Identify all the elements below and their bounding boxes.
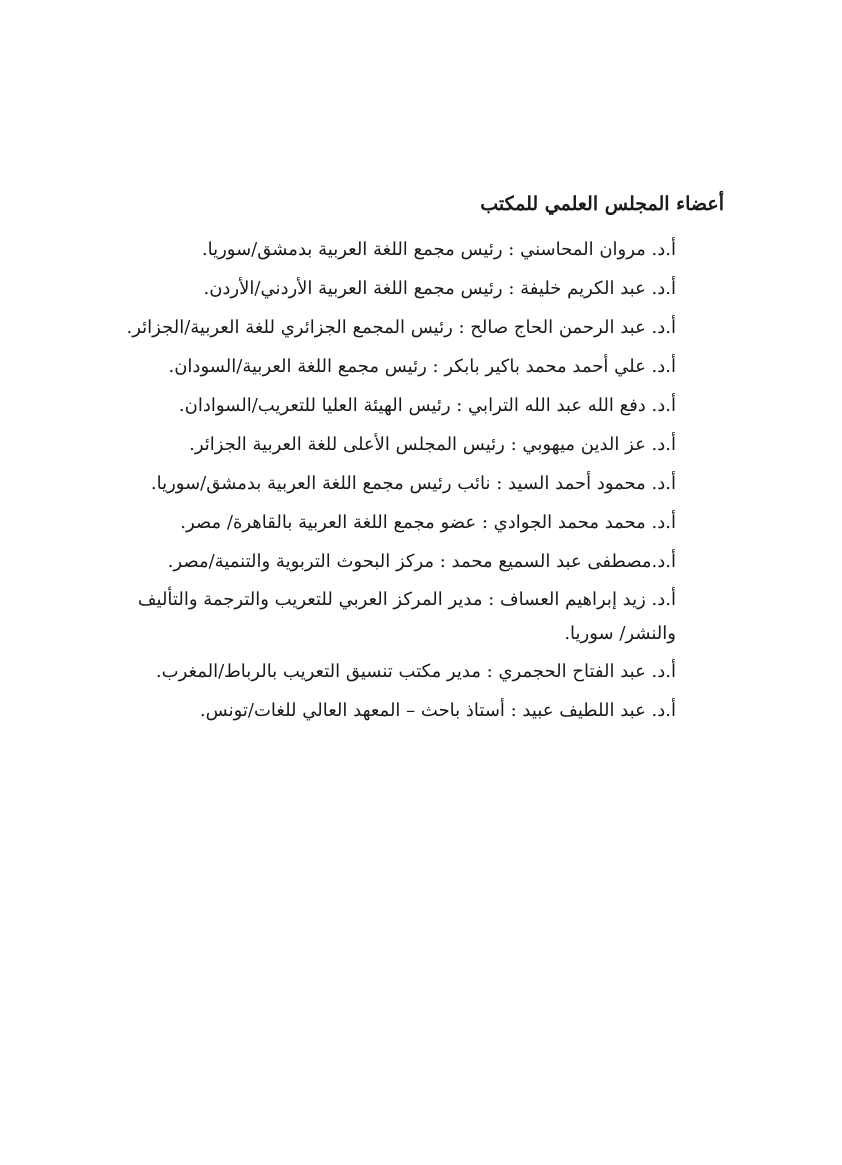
member-item: أ.د. عبد الكريم خليفة : رئيس مجمع اللغة العربية الأردني/الأردن.	[203, 278, 676, 299]
member-item: أ.د. علي أحمد محمد باكير بابكر : رئيس مجمع اللغة العربية/السودان.	[168, 356, 676, 377]
member-item: أ.د. عبد اللطيف عبيد : أستاذ باحث – المعهد العالي للغات/تونس.	[199, 700, 676, 721]
member-item: أ.د. زيد إبراهيم العساف : مدير المركز العربي للتعريب والترجمة والتأليف والنشر/ سوريا.	[137, 589, 676, 644]
member-item: أ.د. محمود أحمد السيد : نائب رئيس مجمع اللغة العربية بدمشق/سوريا.	[150, 473, 676, 494]
members-list	[124, 232, 724, 729]
member-item: أ.د. عز الدين ميهوبي : رئيس المجلس الأعلى للغة العربية الجزائر.	[189, 434, 676, 455]
member-item: أ.د. مروان المحاسني : رئيس مجمع اللغة العربية بدمشق/سوريا.	[201, 239, 676, 260]
member-item: أ.د.مصطفى عبد السميع محمد : مركز البحوث التربوية والتنمية/مصر.	[167, 551, 676, 572]
member-item: أ.د. عبد الرحمن الحاج صالح : رئيس المجمع الجزائري للغة العربية/الجزائر.	[126, 317, 676, 338]
page-title: أعضاء المجلس العلمي للمكتب	[480, 193, 724, 215]
member-item: أ.د. محمد محمد الجوادي : عضو مجمع اللغة العربية بالقاهرة/ مصر.	[180, 512, 676, 533]
member-item: أ.د. دفع الله عبد الله الترابي : رئيس الهيئة العليا للتعريب/السوادان.	[178, 395, 676, 416]
document-page	[124, 188, 724, 732]
member-item: أ.د. عبد الفتاح الحجمري : مدير مكتب تنسيق التعريب بالرباط/المغرب.	[155, 661, 676, 682]
